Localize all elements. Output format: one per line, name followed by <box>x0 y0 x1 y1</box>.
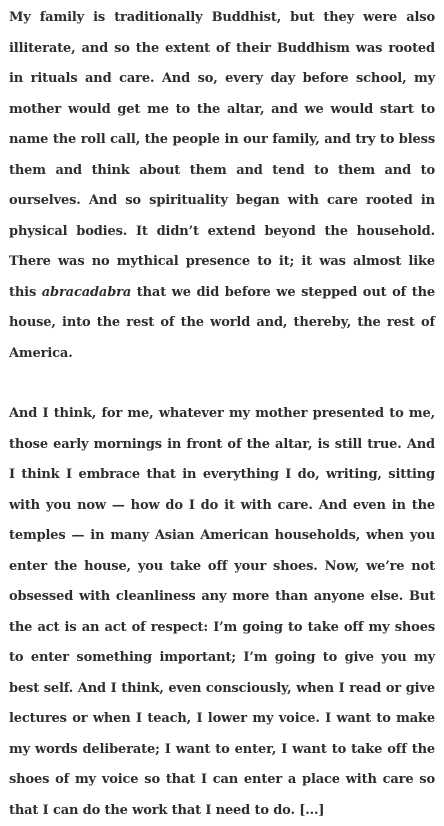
paragraph-care-and-respect: And I think, for me, whatever my mother presented to me, those early mornings in front of the altar, is still true. And I think I embrace that in everything I do, writing, sitting with you now — how do I do it with care. And even in the temples — in many Asian American households, when you enter the house, you take off your shoes. Now, we’re not obsessed with cleanliness any more than anyone else. But the act is an act of respect: I’m going to take off my shoes to enter something important; I’m going to give you my best self. And I think, even consciously, when I read or give lectures or when I teach, I lower my voice. I want to make my words deliberate; I want to enter, I want to take off the shoes of my voice so that I can enter a place with care so that I can do the work that I need to do. [...] <box>9 406 435 818</box>
paragraph-1-emphasis: abracadabra <box>41 284 132 300</box>
paragraph-1-text-after: that we did before we stepped out of the house, into the rest of the world and, thereby, the rest of America. <box>9 284 435 361</box>
paragraph-1-text-before: My family is traditionally Buddhist, but they were also illiterate, and so the extent of their Buddhism was rooted in rituals and care. And so, every day before school, my mother would get me to the altar, and we would start to name the roll call, the people in our family, and try to bless them and think about them and tend to them and to ourselves. And so spirituality began with care rooted in physical bodies. It didn’t extend beyond the household. There was no mythical presence to it; it was almost like this <box>9 10 435 300</box>
paragraph-family-buddhism <box>9 3 435 369</box>
